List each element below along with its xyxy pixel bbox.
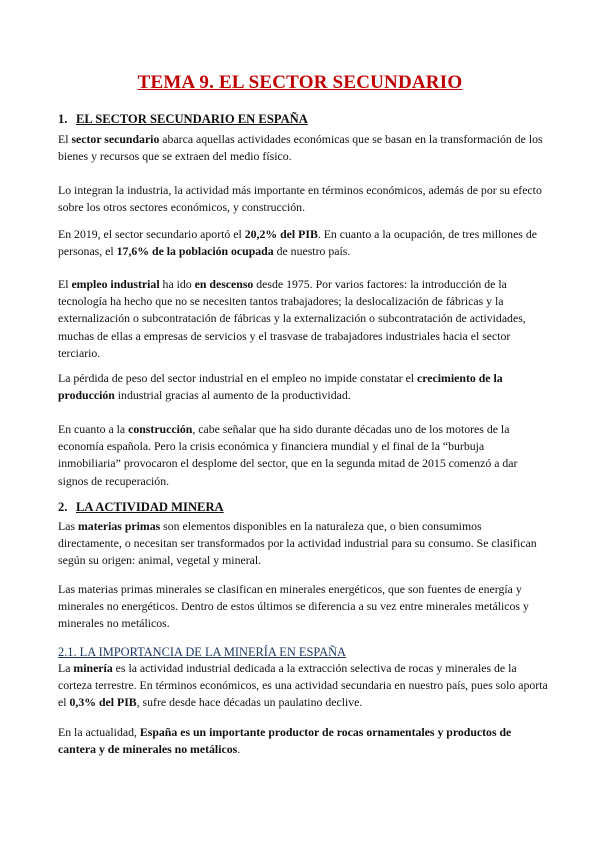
paragraph-sector-definition: El sector secundario abarca aquellas actividades económicas que se basan en la transformación de los bienes y recursos que se extraen del medio físico. xyxy=(58,132,543,164)
section-title: LA ACTIVIDAD MINERA xyxy=(76,500,224,514)
section-number: 1. xyxy=(58,112,68,126)
paragraph-industrial-employment: El empleo industrial ha ido en descenso desde 1975. Por varios factores: la introducción de la tecnología ha hecho que no se necesiten tantos trabajadores; la deslocalización de fábricas y la externalización o subcontratación de fábricas y la externalización o subcontratación de actividades, muchas de ellas a empresas de servicios y el trasvase de trabajadores industriales hacia el sector terciario. xyxy=(58,277,526,360)
paragraph-mineral-classification: Las materias primas minerales se clasifican en minerales energéticos, que son fuentes de energía y minerales no energéticos. Dentro de estos últimos se diferencia a su vez entre minerales metálicos y minerales no metálicos. xyxy=(58,582,529,631)
paragraph-composition: Lo integran la industria, la actividad más importante en términos económicos, además de por su efecto sobre los otros sectores económicos, y construcción. xyxy=(58,183,542,215)
paragraph-spain-production: En la actualidad, España es un importante productor de rocas ornamentales y productos de cantera y de minerales no metálicos. xyxy=(58,725,512,757)
subsection-heading: 2.1. LA IMPORTANCIA DE LA MINERÍA EN ESPAÑA xyxy=(58,645,346,659)
paragraph-production-growth: La pérdida de peso del sector industrial en el empleo no impide constatar el crecimiento de la producción industrial gracias al aumento de la productividad. xyxy=(58,371,503,403)
section-heading-2 xyxy=(58,500,224,515)
section-heading-1 xyxy=(58,112,308,127)
paragraph-mining-definition: La minería es la actividad industrial dedicada a la extracción selectiva de rocas y minerales de la corteza terrestre. En términos económicos, es una actividad secundaria en nuestro país, pues solo aporta el 0,3% del PIB, sufre desde hace décadas un paulatino declive. xyxy=(58,661,548,710)
paragraph-pib-share: En 2019, el sector secundario aportó el 20,2% del PIB. En cuanto a la ocupación, de tres millones de personas, el 17,6% de la población ocupada de nuestro país. xyxy=(58,227,537,259)
paragraph-construction: En cuanto a la construcción, cabe señalar que ha sido durante décadas uno de los motores de la economía española. Pero la crisis económica y financiera mundial y el final de la “burbuja inmobiliaria” provocaron el desplome del sector, que en la segunda mitad de 2015 comenzó a dar signos de recuperación. xyxy=(58,422,518,488)
paragraph-raw-materials: Las materias primas son elementos disponibles en la naturaleza que, o bien consumimos directamente, o necesitan ser transformados por la actividad industrial para su consumo. Se clasifican según su origen: animal, vegetal y mineral. xyxy=(58,519,537,568)
section-number: 2. xyxy=(58,500,68,514)
page-title: TEMA 9. EL SECTOR SECUNDARIO xyxy=(137,72,463,93)
section-title: EL SECTOR SECUNDARIO EN ESPAÑA xyxy=(76,112,308,126)
